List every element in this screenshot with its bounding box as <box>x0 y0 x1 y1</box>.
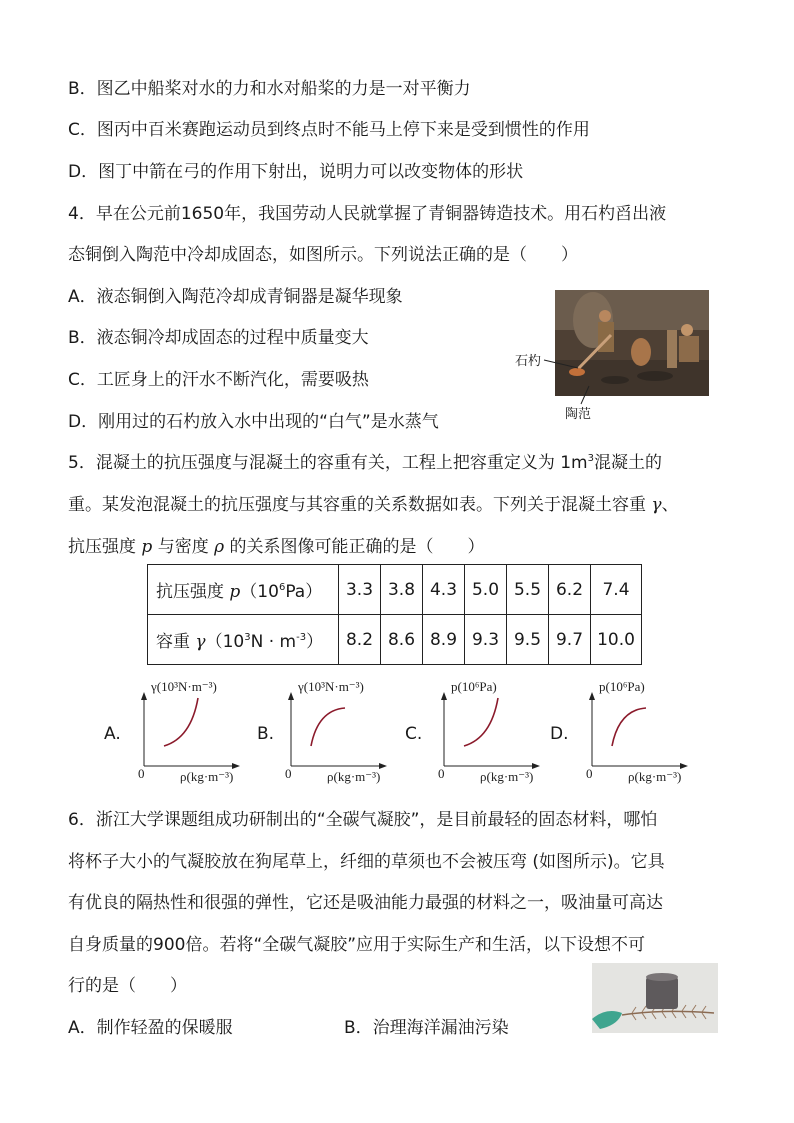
option-c-curve <box>464 698 498 746</box>
table-cell: 9.7 <box>549 615 591 665</box>
q6-stem-line5: 行的是（ ） <box>68 976 187 996</box>
q6-stem-line4: 自身质量的900倍。若将“全碳气凝胶”应用于实际生产和生活，以下设想不可 <box>68 935 646 955</box>
option-d-origin: 0 <box>586 766 593 781</box>
option-d-graph <box>584 678 694 792</box>
option-d-curve <box>612 708 646 746</box>
option-b-xlabel: ρ(kg·m⁻³) <box>327 769 381 784</box>
row-header-unit-weight: 容重 $\gamma(10^3N \cdot m^{-3})$ <box>148 615 339 665</box>
option-d-xlabel: ρ(kg·m⁻³) <box>628 769 682 784</box>
table-cell: 7.4 <box>591 565 642 615</box>
q6-stem-line2: 将杯子大小的气凝胶放在狗尾草上，纤细的草须也不会被压弯 (如图所示)。它具 <box>68 852 665 872</box>
q4-stem-line1: 4．早在公元前1650年，我国劳动人民就掌握了青铜器铸造技术。用石杓舀出液 <box>68 204 667 224</box>
table-cell: 3.8 <box>381 565 423 615</box>
label-spoon: 石杓 <box>515 354 542 369</box>
aerogel-photo <box>592 963 718 1033</box>
option-c-label: C. <box>405 724 423 744</box>
option-c-origin: 0 <box>438 766 445 781</box>
q3-option-d: D．图丁中箭在弓的作用下射出，说明力可以改变物体的形状 <box>68 162 524 182</box>
table-cell: 5.5 <box>507 565 549 615</box>
label-spoon-leader <box>540 352 580 372</box>
option-a-label: A. <box>104 724 121 744</box>
q3-option-b: B．图乙中船桨对水的力和水对船桨的力是一对平衡力 <box>68 79 471 99</box>
table-cell: 9.3 <box>465 615 507 665</box>
option-a-graph <box>136 678 246 792</box>
option-d-ylabel: p(10⁶Pa) <box>599 679 645 694</box>
option-a-origin: 0 <box>138 766 145 781</box>
table-cell: 4.3 <box>423 565 465 615</box>
label-mold-leader <box>575 384 595 406</box>
q4-stem-line2: 态铜倒入陶范中冷却成固态，如图所示。下列说法正确的是（ ） <box>68 245 578 265</box>
q5-stem-line1: 5．混凝土的抗压强度与混凝土的容重有关，工程上把容重定义为 $1m^3$混凝土的 <box>68 453 662 473</box>
row-header-strength: 抗压强度 $p(10^6Pa)$ <box>148 565 339 615</box>
option-a-xlabel: ρ(kg·m⁻³) <box>180 769 234 784</box>
table-cell: 8.6 <box>381 615 423 665</box>
option-a-ylabel: γ(10³N·m⁻³) <box>151 679 217 694</box>
q6-option-a: A．制作轻盈的保暖服 <box>68 1018 233 1038</box>
strength-density-table <box>147 564 642 665</box>
table-cell: 6.2 <box>549 565 591 615</box>
q6-stem-line3: 有优良的隔热性和很强的弹性，它还是吸油能力最强的材料之一，吸油量可高达 <box>68 893 663 913</box>
bronze-casting-photo <box>555 290 709 396</box>
q6-stem-line1: 6．浙江大学课题组成功研制出的“全碳气凝胶”，是目前最轻的固态材料，哪怕 <box>68 810 658 830</box>
q4-option-b: B．液态铜冷却成固态的过程中质量变大 <box>68 328 369 348</box>
table-row <box>148 565 642 615</box>
table-cell: 10.0 <box>591 615 642 665</box>
q4-option-c: C．工匠身上的汗水不断汽化，需要吸热 <box>68 370 369 390</box>
table-cell: 3.3 <box>339 565 381 615</box>
option-b-graph <box>283 678 393 792</box>
option-c-ylabel: p(10⁶Pa) <box>451 679 497 694</box>
table-row <box>148 615 642 665</box>
option-b-label: B. <box>257 724 275 744</box>
table-cell: 8.2 <box>339 615 381 665</box>
q4-option-d: D．刚用过的石杓放入水中出现的“白气”是水蒸气 <box>68 412 439 432</box>
q6-option-b: B．治理海洋漏油污染 <box>344 1018 509 1038</box>
option-b-origin: 0 <box>285 766 292 781</box>
option-b-curve <box>311 708 345 746</box>
q4-option-a: A．液态铜倒入陶范冷却成青铜器是凝华现象 <box>68 287 403 307</box>
q5-stem-line2: 重。某发泡混凝土的抗压强度与其容重的关系数据如表。下列关于混凝土容重 γ、 <box>68 495 679 515</box>
q3-option-c: C．图丙中百米赛跑运动员到终点时不能马上停下来是受到惯性的作用 <box>68 120 590 140</box>
table-cell: 8.9 <box>423 615 465 665</box>
table-cell: 9.5 <box>507 615 549 665</box>
option-c-graph <box>436 678 546 792</box>
option-b-ylabel: γ(10³N·m⁻³) <box>298 679 364 694</box>
table-cell: 5.0 <box>465 565 507 615</box>
label-mold: 陶范 <box>565 407 592 422</box>
option-c-xlabel: ρ(kg·m⁻³) <box>480 769 534 784</box>
option-d-label: D. <box>550 724 569 744</box>
option-a-curve <box>164 698 198 746</box>
q5-stem-line3: 抗压强度 p 与密度 ρ 的关系图像可能正确的是（ ） <box>68 537 485 557</box>
